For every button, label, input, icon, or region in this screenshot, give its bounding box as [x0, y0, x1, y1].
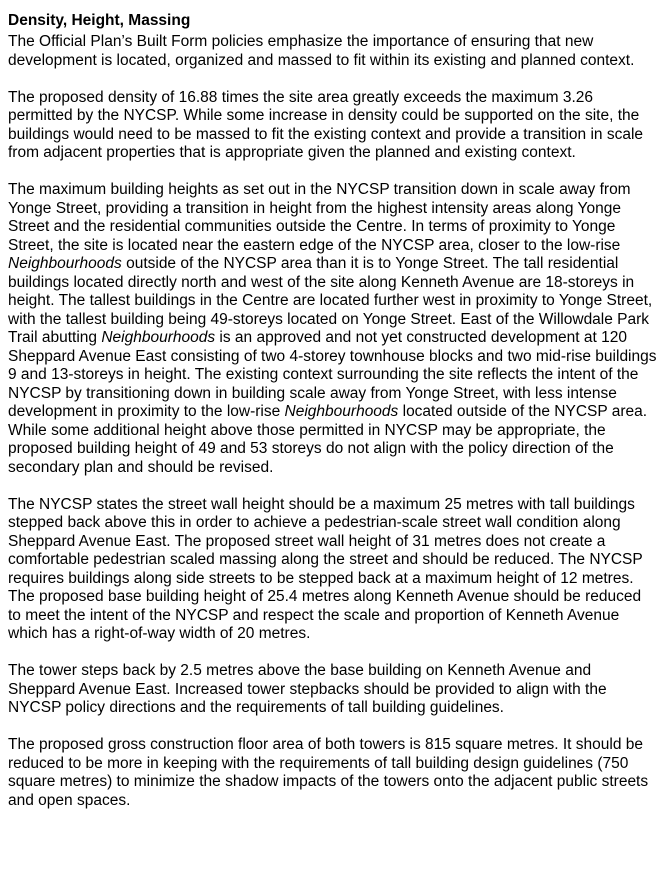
- body-paragraph: [8, 662, 658, 718]
- paragraph-text: The maximum building heights as set out in the NYCSP transition down in scale away from Yonge Street, providing a transition in height from the highest intensity areas along Yonge Street and the residential communities outside the Centre. In terms of proximity to Yonge Street, the site is located near the eastern edge of the NYCSP area, closer to the low-rise: [8, 181, 631, 254]
- body-paragraph: [8, 736, 658, 810]
- paragraph-list: [8, 33, 658, 810]
- body-paragraph: [8, 33, 658, 70]
- document-page: [8, 11, 658, 829]
- section-heading: Density, Height, Massing: [8, 12, 191, 29]
- paragraph-text: outside of the NYCSP area than it is to Yonge Street. The tall residential buildings located directly north and west of the site along Kenneth Avenue are 18-storeys in height. The tallest buildings in the Centre are located further west in proximity to Yonge Street, with the tallest building being 49-storeys located on Yonge Street. East of the Willowdale Park Trail abutting: [8, 255, 653, 346]
- paragraph-text: The proposed density of 16.88 times the site area greatly exceeds the maximum 3.26 permitted by the NYCSP. While some increase in density could be supported on the site, the buildings would need to be massed to fit the existing context and provide a transition in scale from adjacent properties that is appropriate given the planned and existing context.: [8, 88, 644, 161]
- italic-term: Neighbourhoods: [8, 255, 122, 272]
- italic-term: Neighbourhoods: [284, 403, 399, 420]
- body-paragraph: [8, 89, 658, 163]
- paragraph-text: located outside of the NYCSP area. While some additional height above those permitted in NYCSP may be appropriate, the proposed building height of 49 and 53 storeys do not align with the policy direction of the secondary plan and should be revised.: [8, 403, 648, 476]
- italic-term: Neighbourhoods: [101, 329, 216, 346]
- paragraph-text: is an approved and not yet constructed development at 120 Sheppard Avenue East consisting of two 4-storey townhouse blocks and two mid-rise buildings 9 and 13-storeys in height. The existing context surrounding the site reflects the intent of the NYCSP by transitioning down in building scale away from Yonge Street, with less intense development in proximity to the low-rise: [8, 329, 657, 420]
- paragraph-text: The Official Plan’s Built Form policies emphasize the importance of ensuring that new development is located, organized and massed to fit within its existing and planned context.: [8, 33, 635, 69]
- body-paragraph: [8, 496, 658, 644]
- paragraph-text: The tower steps back by 2.5 metres above the base building on Kenneth Avenue and Sheppard Avenue East. Increased tower stepbacks should be provided to align with the NYCSP policy directions and the requirements of tall building guidelines.: [8, 662, 607, 716]
- paragraph-text: The NYCSP states the street wall height should be a maximum 25 metres with tall buildings stepped back above this in order to achieve a pedestrian-scale street wall condition along Sheppard Avenue East. The proposed street wall height of 31 metres does not create a comfortable pedestrian scaled massing along the street and should be reduced. The NYCSP requires buildings along side streets to be stepped back at a maximum height of 12 metres. The proposed base building height of 25.4 metres along Kenneth Avenue should be reduced to meet the intent of the NYCSP and respect the scale and proportion of Kenneth Avenue which has a right-of-way width of 20 metres.: [8, 495, 643, 642]
- paragraph-text: The proposed gross construction floor area of both towers is 815 square metres. It should be reduced to be more in keeping with the requirements of tall building design guidelines (750 square metres) to minimize the shadow impacts of the towers onto the adjacent public streets and open spaces.: [8, 736, 649, 809]
- body-paragraph: [8, 181, 658, 477]
